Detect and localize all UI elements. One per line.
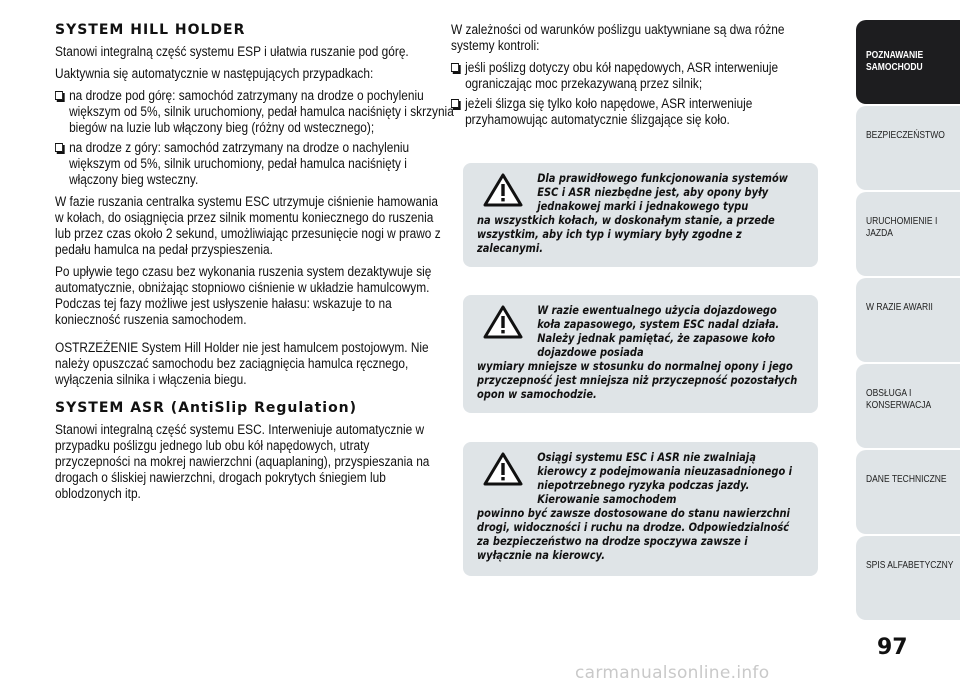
tab-spis-alfabetyczny[interactable] — [856, 536, 960, 620]
paragraph: Uaktywnia się automatycznie w następujących przypadkach: — [55, 66, 374, 81]
tab-label: BEZPIECZEŃSTWO — [866, 130, 945, 141]
tab-label: OBSŁUGA I KONSERWACJA — [866, 388, 932, 411]
tab-label: SPIS ALFABETYCZNY — [866, 560, 954, 571]
warning-lead: W razie ewentualnego użycia dojazdowego koła zapasowego, system ESC nadal działa. Należy jednak pamiętać, że zapasowe koło dojazdowe posiada — [537, 303, 780, 359]
list-item-text: na drodze z góry: samochód zatrzymany na drodze o nachyleniu większym od 5%, silnik uruchomiony, pedał hamulca naciśnięty i włączony bieg wsteczny. — [69, 140, 410, 187]
left-column — [55, 22, 454, 508]
list-item — [55, 88, 455, 136]
tab-uruchomienie-i-jazda[interactable] — [856, 192, 960, 276]
tab-label: DANE TECHNICZNE — [866, 474, 947, 485]
paragraph: W fazie ruszania centralka systemu ESC utrzymuje ciśnienie hamowania w kołach, do osiągnięcia przez silnik momentu koniecznego do ruszenia lub przez czas około 2 sekund, umożliwiając przesunięcie nogi w prawo z pedału hamulca na pedał przyspieszenia. — [55, 194, 441, 257]
warning-rest: wymiary mniejsze w stosunku do normalnej opony i jego przyczepność jest mniejsza niż przyczepność pozostałych opon w samochodzie. — [477, 359, 798, 401]
warning-box — [463, 295, 818, 413]
checkbox-bullet-icon — [55, 91, 63, 100]
tab-label: URUCHOMIENIE I JAZDA — [866, 216, 938, 239]
warning-box — [463, 442, 818, 576]
tab-w-razie-awarii[interactable] — [856, 278, 960, 362]
heading-asr: SYSTEM ASR (AntiSlip Regulation) — [55, 400, 358, 416]
list-item — [451, 60, 836, 92]
warning-rest: powinno być zawsze dostosowane do stanu nawierzchni drogi, widoczności i ruchu na drodze. Odpowiedzialność za bezpieczeństwo na drodze spoczywa zawsze i wyłącznie na kierowcy. — [477, 506, 790, 562]
watermark: carmanualsonline.info — [575, 663, 770, 683]
tab-bezpieczenstwo[interactable] — [856, 106, 960, 190]
heading-hill-holder: SYSTEM HILL HOLDER — [55, 22, 246, 38]
checkbox-bullet-icon — [451, 99, 459, 108]
paragraph: Stanowi integralną część systemu ESC. Interweniuje automatycznie w przypadku poślizgu jednego lub obu kół napędowych, utraty przyczepności na mokrej nawierzchni (aquaplaning), przyspieszania na drogach o śliskiej nawierzchni, drogach pokrytych śniegiem lub oblodzonych itp. — [55, 422, 430, 501]
list-item-text: jeśli poślizg dotyczy obu kół napędowych, ASR interweniuje ograniczając moc przekazywaną przez silnik; — [465, 60, 779, 91]
checkbox-bullet-icon — [55, 143, 63, 152]
bullet-list — [55, 88, 454, 188]
page-number: 97 — [877, 635, 908, 660]
tab-label: W RAZIE AWARII — [866, 302, 933, 313]
warning-text — [477, 303, 803, 401]
paragraph: Stanowi integralną część systemu ESP i ułatwia ruszanie pod górę. — [55, 44, 409, 59]
warning-lead: Osiągi systemu ESC i ASR nie zwalniają kierowcy z podejmowania nieuzasadnionego i niepotrzebnego ryzyka podczas jazdy. Kierowanie samochodem — [537, 450, 793, 506]
bullet-list — [451, 60, 821, 128]
paragraph: W zależności od warunków poślizgu uaktywniane są dwa różne systemy kontroli: — [451, 22, 785, 53]
warning-text — [477, 171, 803, 255]
right-column — [451, 22, 821, 134]
warning-lead: Dla prawidłowego funkcjonowania systemów ESC i ASR niezbędne jest, aby opony były jednakowej marki i jednakowego typu — [537, 171, 788, 213]
paragraph: Po upływie tego czasu bez wykonania ruszenia system dezaktywuje się automatycznie, obniżając stopniowo ciśnienie w układzie hamulcowym. Podczas tej fazy możliwe jest usłyszenie hałasu: wskazuje to na konieczność ruszenia samochodem. — [55, 264, 432, 327]
chapter-tabs — [856, 20, 960, 622]
tab-dane-techniczne[interactable] — [856, 450, 960, 534]
warning-rest: na wszystkich kołach, w doskonałym stanie, a przede wszystkim, aby ich typ i wymiary były zgodne z zalecanymi. — [477, 213, 775, 255]
paragraph-warning-note: OSTRZEŻENIE System Hill Holder nie jest hamulcem postojowym. Nie należy opuszczać samochodu bez zaciągnięcia hamulca ręcznego, wyłączenia silnika i włączenia biegu. — [55, 340, 429, 387]
checkbox-bullet-icon — [451, 63, 459, 72]
tab-label: POZNAWANIE SAMOCHODU — [866, 50, 924, 73]
list-item-text: jeżeli ślizga się tylko koło napędowe, ASR interweniuje przyhamowując automatycznie ślizgające się koło. — [465, 96, 753, 127]
list-item — [451, 96, 836, 128]
tab-obsluga-i-konserwacja[interactable] — [856, 364, 960, 448]
list-item-text: na drodze pod górę: samochód zatrzymany na drodze o pochyleniu większym od 5%, silnik uruchomiony, pedał hamulca naciśnięty i skrzynia biegów na luzie lub włączony bieg (różny od wstecznego); — [69, 88, 454, 135]
warning-text — [477, 450, 803, 562]
warning-box — [463, 163, 818, 267]
tab-poznawanie-samochodu[interactable] — [856, 20, 960, 104]
list-item — [55, 140, 455, 188]
